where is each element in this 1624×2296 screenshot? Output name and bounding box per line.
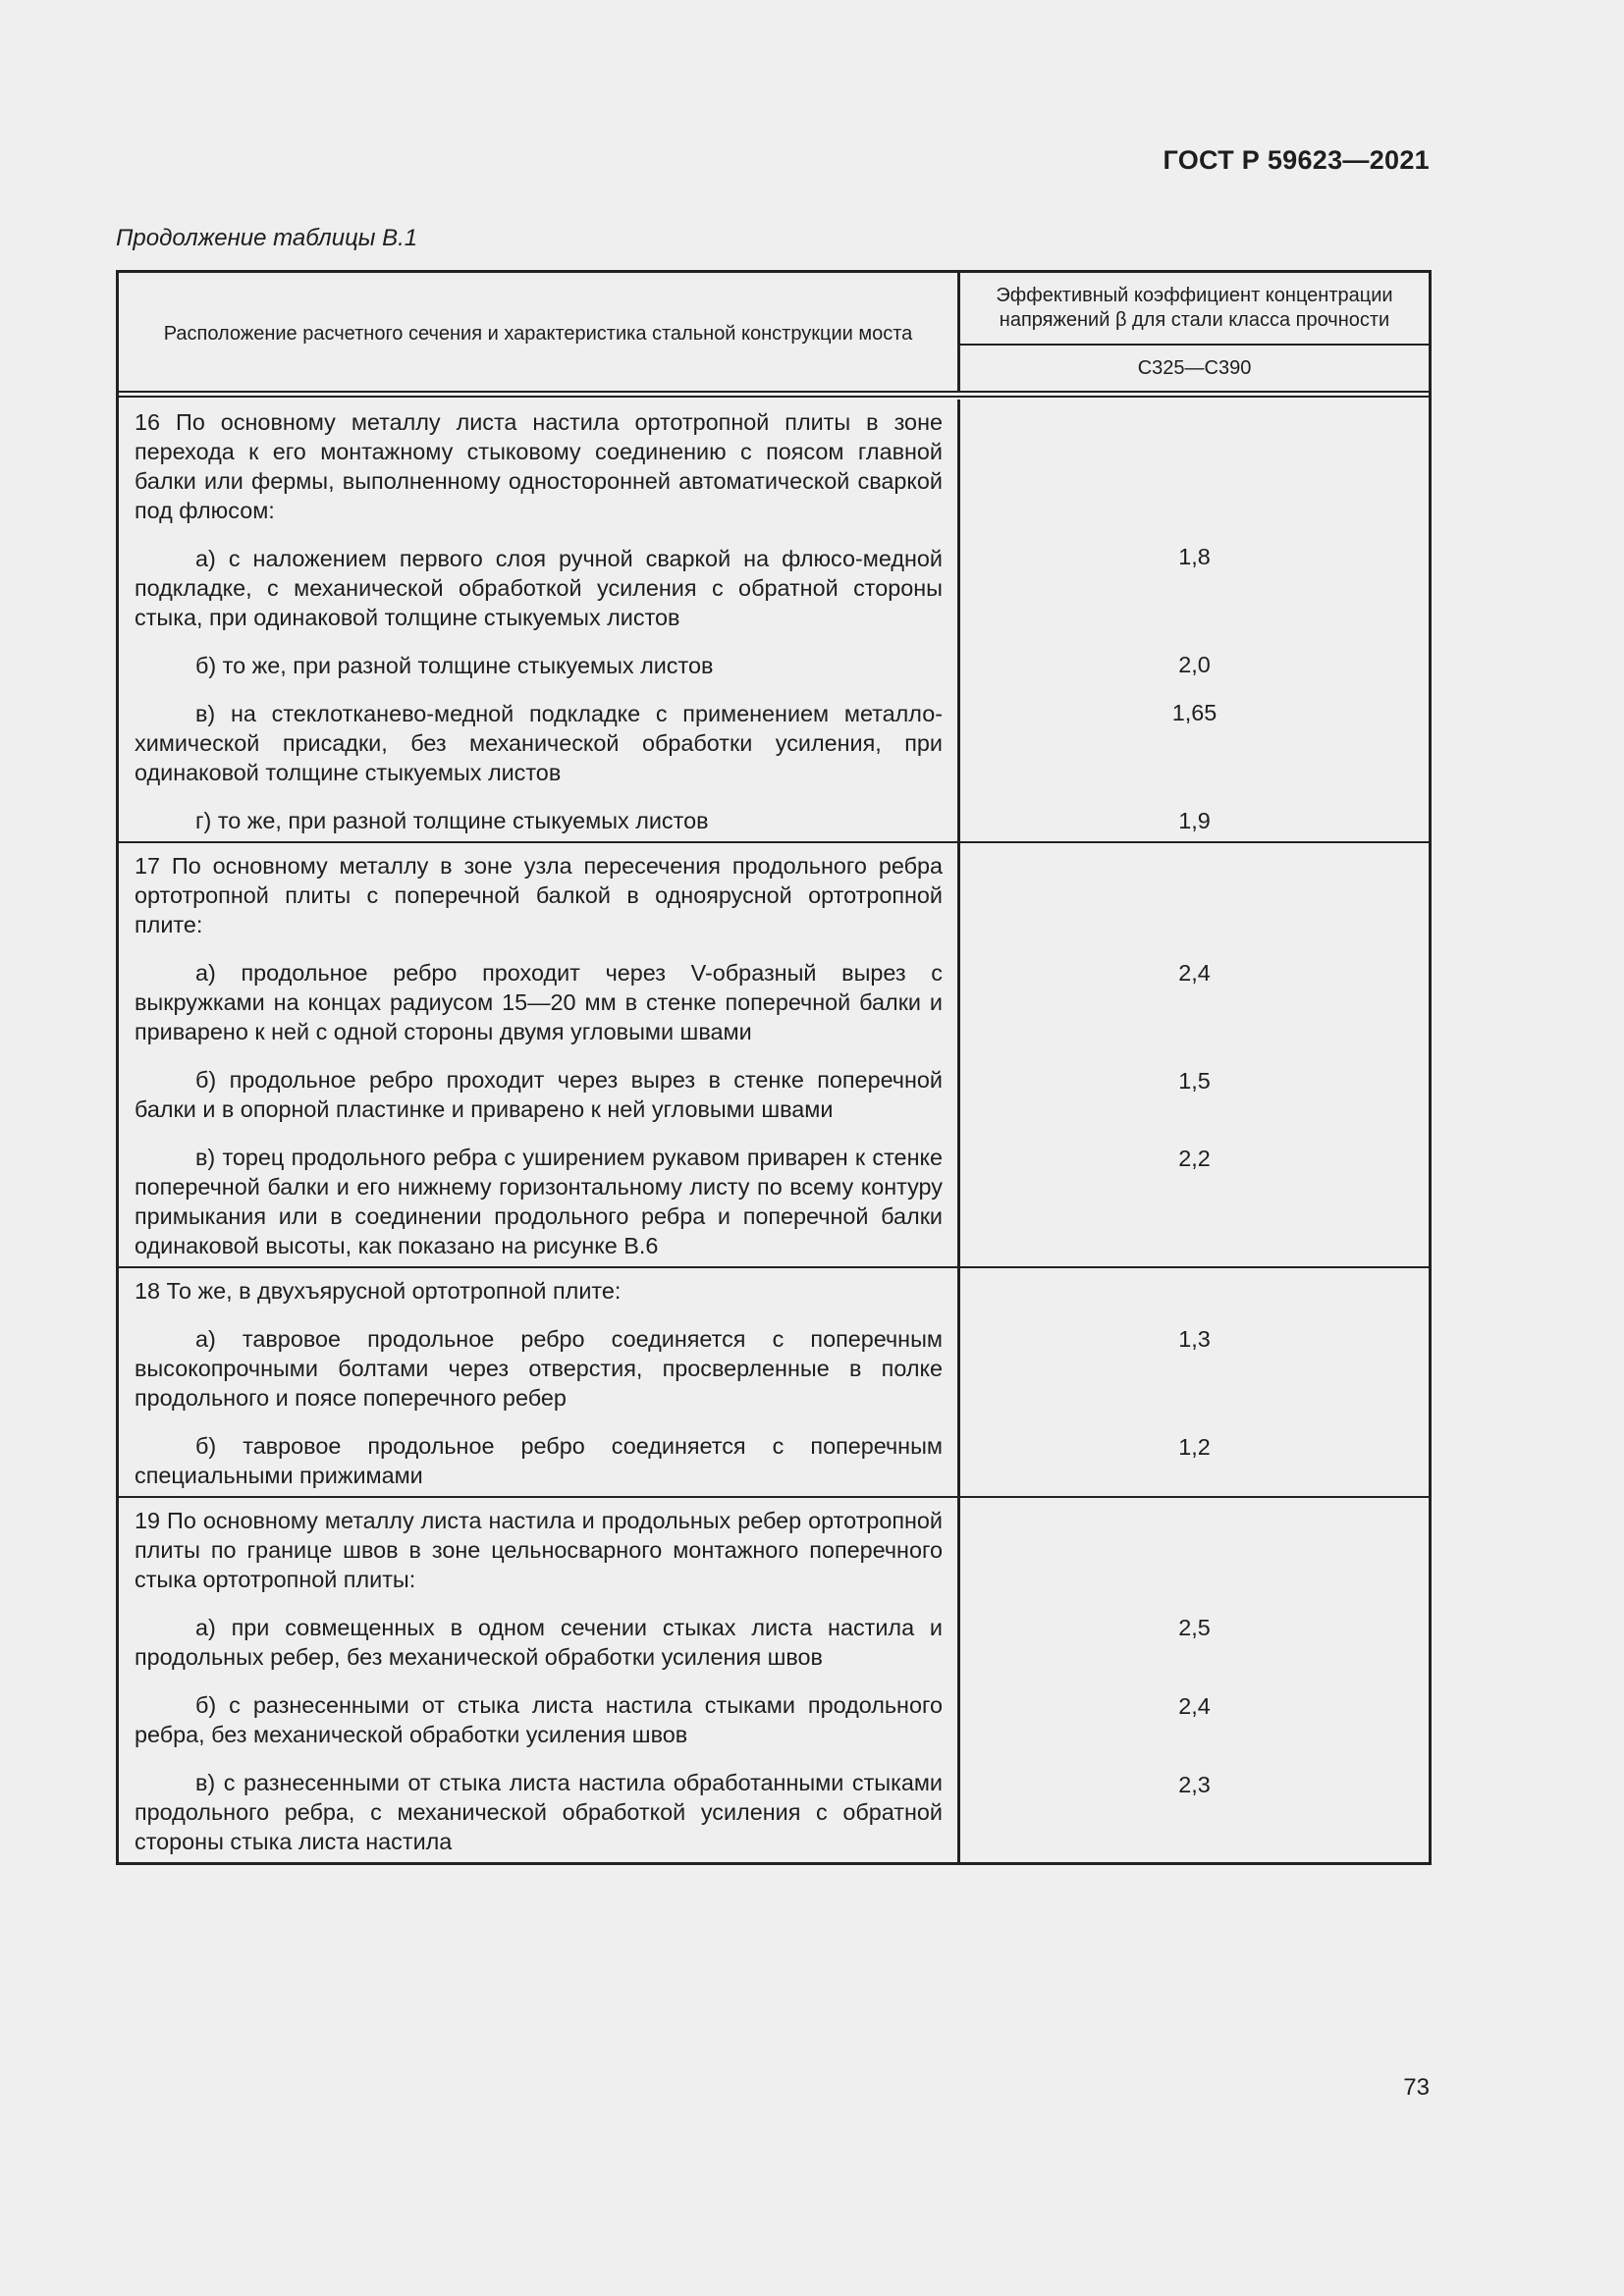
document-code: ГОСТ Р 59623—2021 [1163, 145, 1430, 175]
item-16g: г) то же, при разной толщине стыкуемых листов [195, 808, 709, 833]
section-values [960, 400, 1429, 841]
section-values [960, 1268, 1429, 1496]
coefficient-table [116, 270, 1432, 1865]
section-values [960, 843, 1429, 1266]
section-description [119, 843, 960, 1266]
item-18a: а) тавровое продольное ребро соединяется с поперечным высокопрочными болтами через отверстия, просверленные в полке продольного и поясе поперечного ребер [135, 1326, 943, 1411]
item-17a: а) продольное ребро проходит через V-образный вырез с выкружками на концах радиусом 15—20 мм в стенке поперечной балки и приварено к ней с одной стороны двумя угловыми швами [135, 960, 943, 1044]
table-section-17 [119, 843, 1429, 1268]
header-location-column: Расположение расчетного сечения и характеристика стальной конструкции моста [119, 273, 960, 391]
item-16v: в) на стеклотканево-медной подкладке с применением металло-химической присадки, без механической обработки усиления, при одинаковой толщине стыкуемых листов [135, 701, 943, 785]
value-19v: 2,3 [1178, 1772, 1211, 1797]
section-description [119, 1268, 960, 1496]
item-16-intro: 16 По основному металлу листа настила ортотропной плиты в зоне перехода к его монтажному стыковому соединению с поясом главной балки или фермы, выполненному односторонней автоматической сваркой под флюсом: [135, 409, 943, 523]
header-coefficient-column [960, 273, 1429, 391]
value-16b: 2,0 [1178, 652, 1211, 677]
value-17b: 1,5 [1178, 1068, 1211, 1094]
value-18b: 1,2 [1178, 1434, 1211, 1460]
table-header [119, 273, 1429, 393]
table-section-19 [119, 1498, 1429, 1862]
item-17b: б) продольное ребро проходит через вырез в стенке поперечной балки и в опорной пластинке и приварено к ней угловыми швами [135, 1067, 943, 1122]
section-values [960, 1498, 1429, 1862]
item-19-intro: 19 По основному металлу листа настила и продольных ребер ортотропной плиты по границе швов в зоне цельносварного монтажного поперечного стыка ортотропной плиты: [135, 1508, 943, 1592]
page-number: 73 [1403, 2074, 1430, 2101]
value-16v: 1,65 [1171, 700, 1218, 725]
value-17a: 2,4 [1178, 960, 1211, 986]
table-section-16 [119, 400, 1429, 843]
value-17v: 2,2 [1178, 1146, 1211, 1171]
item-18-intro: 18 То же, в двухъярусной ортотропной плите: [135, 1278, 622, 1304]
item-16b: б) то же, при разной толщине стыкуемых листов [195, 653, 714, 678]
item-17v: в) торец продольного ребра с уширением рукавом приварен к стенке поперечной балки и его нижнему горизонтальному листу по всему контуру примыкания или в соединении продольного ребра и поперечной балки одинаковой высоты, как показано на рисунке В.6 [135, 1145, 943, 1258]
table-body [119, 400, 1429, 1862]
value-16g: 1,9 [1178, 808, 1211, 833]
table-section-18 [119, 1268, 1429, 1498]
section-description [119, 400, 960, 841]
value-18a: 1,3 [1178, 1326, 1211, 1352]
item-19b: б) с разнесенными от стыка листа настила стыками продольного ребра, без механической обработки усиления швов [135, 1692, 943, 1747]
header-steel-class: С325—С390 [1137, 356, 1252, 379]
section-description [119, 1498, 960, 1862]
item-19v: в) с разнесенными от стыка листа настила обработанными стыками продольного ребра, с механической обработкой усиления с обратной стороны стыка листа настила [135, 1770, 943, 1854]
header-coefficient-title: Эффективный коэффициент концентрации напряжений β для стали класса прочности [960, 273, 1429, 346]
item-19a: а) при совмещенных в одном сечении стыках листа настила и продольных ребер, без механической обработки усиления швов [135, 1615, 943, 1670]
table-caption: Продолжение таблицы В.1 [116, 225, 418, 251]
value-19b: 2,4 [1178, 1693, 1211, 1719]
item-18b: б) тавровое продольное ребро соединяется с поперечным специальными прижимами [135, 1433, 943, 1488]
item-16a: а) с наложением первого слоя ручной сваркой на флюсо-медной подкладке, с механической обработкой усиления с обратной стороны стыка, при одинаковой толщине стыкуемых листов [135, 546, 943, 630]
item-17-intro: 17 По основному металлу в зоне узла пересечения продольного ребра ортотропной плиты с поперечной балкой в одноярусной ортотропной плите: [135, 853, 943, 937]
value-19a: 2,5 [1178, 1615, 1211, 1640]
value-16a: 1,8 [1178, 544, 1211, 569]
